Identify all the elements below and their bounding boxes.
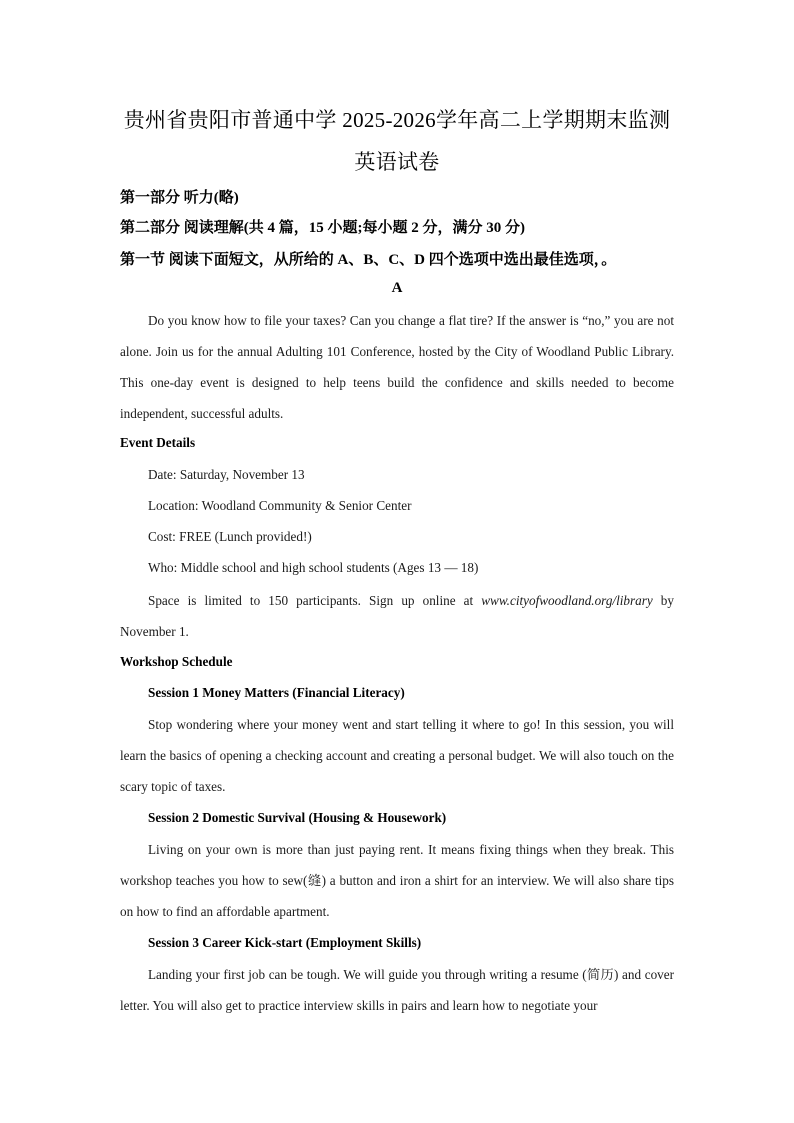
event-who: Who: Middle school and high school students (Ages 13 — 18) [148, 560, 479, 575]
exam-subtitle: 英语试卷 [354, 150, 440, 174]
part1-heading: 第一部分 听力(略) [120, 190, 239, 206]
event-date: Date: Saturday, November 13 [148, 467, 305, 482]
signup-text-after: by November 1. [120, 593, 674, 639]
signup-text-before: Space is limited to 150 participants. Sign up online at [148, 593, 482, 608]
session3-title: Session 3 Career Kick-start (Employment Skills) [148, 935, 422, 950]
session2-title: Session 2 Domestic Survival (Housing & Housework) [148, 810, 447, 825]
session1-paragraph: Stop wondering where your money went and start telling it where to go! In this session, you will learn the basics of opening a checking account and creating a personal budget. We will also touch on the scary topic of taxes. [120, 717, 674, 794]
event-details-heading: Event Details [120, 435, 196, 450]
signup-url: www.cityofwoodland.org/library [481, 593, 653, 608]
session2-paragraph: Living on your own is more than just paying rent. It means fixing things when they break. This workshop teaches you how to sew(缝) a button and iron a shirt for an interview. We will also share tips on how to find an affordable apartment. [120, 842, 674, 919]
workshop-schedule-heading: Workshop Schedule [120, 654, 233, 669]
signup-paragraph [120, 585, 674, 647]
passage-letter: A [391, 280, 403, 296]
session1-title: Session 1 Money Matters (Financial Literacy) [148, 685, 405, 700]
section1-instruction: 第一节 阅读下面短文，从所给的 A、B、C、D 四个选项中选出最佳选项，。 [120, 252, 617, 268]
session3-paragraph: Landing your first job can be tough. We will guide you through writing a resume (简历) and cover letter. You will also get to practice interview skills in pairs and learn how to negotiate your [120, 967, 674, 1013]
event-location: Location: Woodland Community & Senior Center [148, 498, 412, 513]
exam-title: 贵州省贵阳市普通中学 2025-2026学年高二上学期期末监测 [123, 108, 671, 132]
part2-heading: 第二部分 阅读理解(共 4 篇，15 小题;每小题 2 分，满分 30 分) [120, 220, 525, 236]
event-cost: Cost: FREE (Lunch provided!) [148, 529, 312, 544]
intro-paragraph: Do you know how to file your taxes? Can you change a flat tire? If the answer is “no,” you are not alone. Join us for the annual Adulting 101 Conference, hosted by the City of Woodland Public Library. This one-day event is designed to help teens build the confidence and skills needed to become independent, successful adults. [120, 313, 674, 421]
